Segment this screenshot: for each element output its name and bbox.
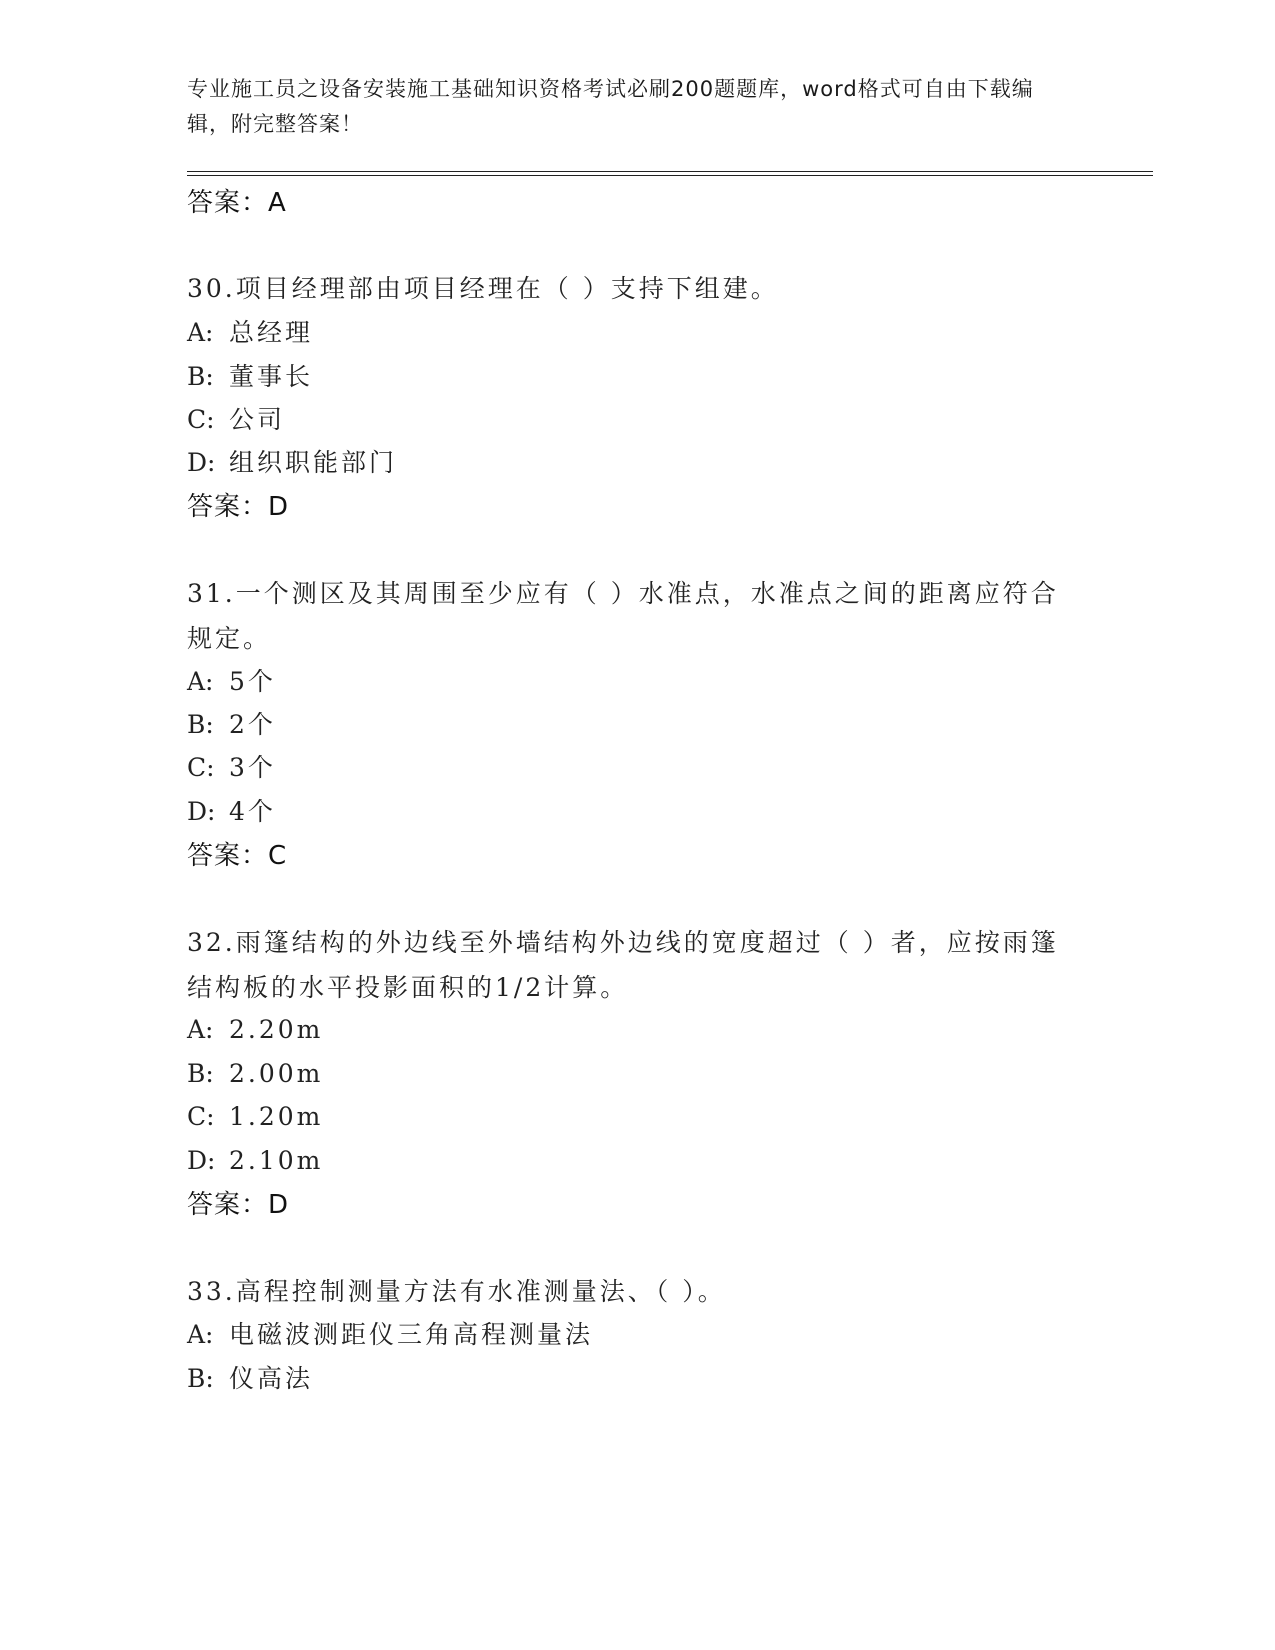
question-30-option-d: D: 组织职能部门 xyxy=(187,448,398,477)
question-30-option-c: C: 公司 xyxy=(187,405,286,434)
previous-answer: 答案：A xyxy=(187,188,287,218)
question-32-option-d: D: 2.10m xyxy=(187,1146,324,1175)
question-32-option-a: A: 2.20m xyxy=(187,1015,324,1044)
question-30-stem: 30.项目经理部由项目经理在（ ）支持下组建。 xyxy=(187,274,779,303)
question-31-option-d: D: 4个 xyxy=(187,797,276,826)
question-33-option-b: B: 仪高法 xyxy=(187,1364,314,1393)
question-31-option-c: C: 3个 xyxy=(187,753,276,782)
question-33-option-a: A: 电磁波测距仪三角高程测量法 xyxy=(187,1320,594,1349)
question-32-answer: 答案：D xyxy=(187,1190,290,1220)
question-30-option-a: A: 总经理 xyxy=(187,318,314,347)
question-33-stem: 33.高程控制测量方法有水准测量法、（ ）。 xyxy=(187,1277,726,1306)
question-31-answer: 答案：C xyxy=(187,841,288,871)
question-31-stem: 31.一个测区及其周围至少应有（ ）水准点，水准点之间的距离应符合规定。 xyxy=(187,579,1059,653)
question-32-option-c: C: 1.20m xyxy=(187,1102,324,1131)
question-30-option-b: B: 董事长 xyxy=(187,362,314,391)
question-30-answer: 答案：D xyxy=(187,492,290,522)
document-header: 专业施工员之设备安装施工基础知识资格考试必刷200题题库，word格式可自由下载编辑，附完整答案！ xyxy=(187,77,1034,136)
question-31-option-b: B: 2个 xyxy=(187,710,276,739)
header-rule-bottom xyxy=(187,175,1153,176)
question-31-option-a: A: 5个 xyxy=(187,667,276,696)
question-32-option-b: B: 2.00m xyxy=(187,1059,324,1088)
question-32-stem: 32.雨篷结构的外边线至外墙结构外边线的宽度超过（ ）者，应按雨篷结构板的水平投影面积的1/2计算。 xyxy=(187,928,1059,1002)
header-rule-top xyxy=(187,171,1153,172)
